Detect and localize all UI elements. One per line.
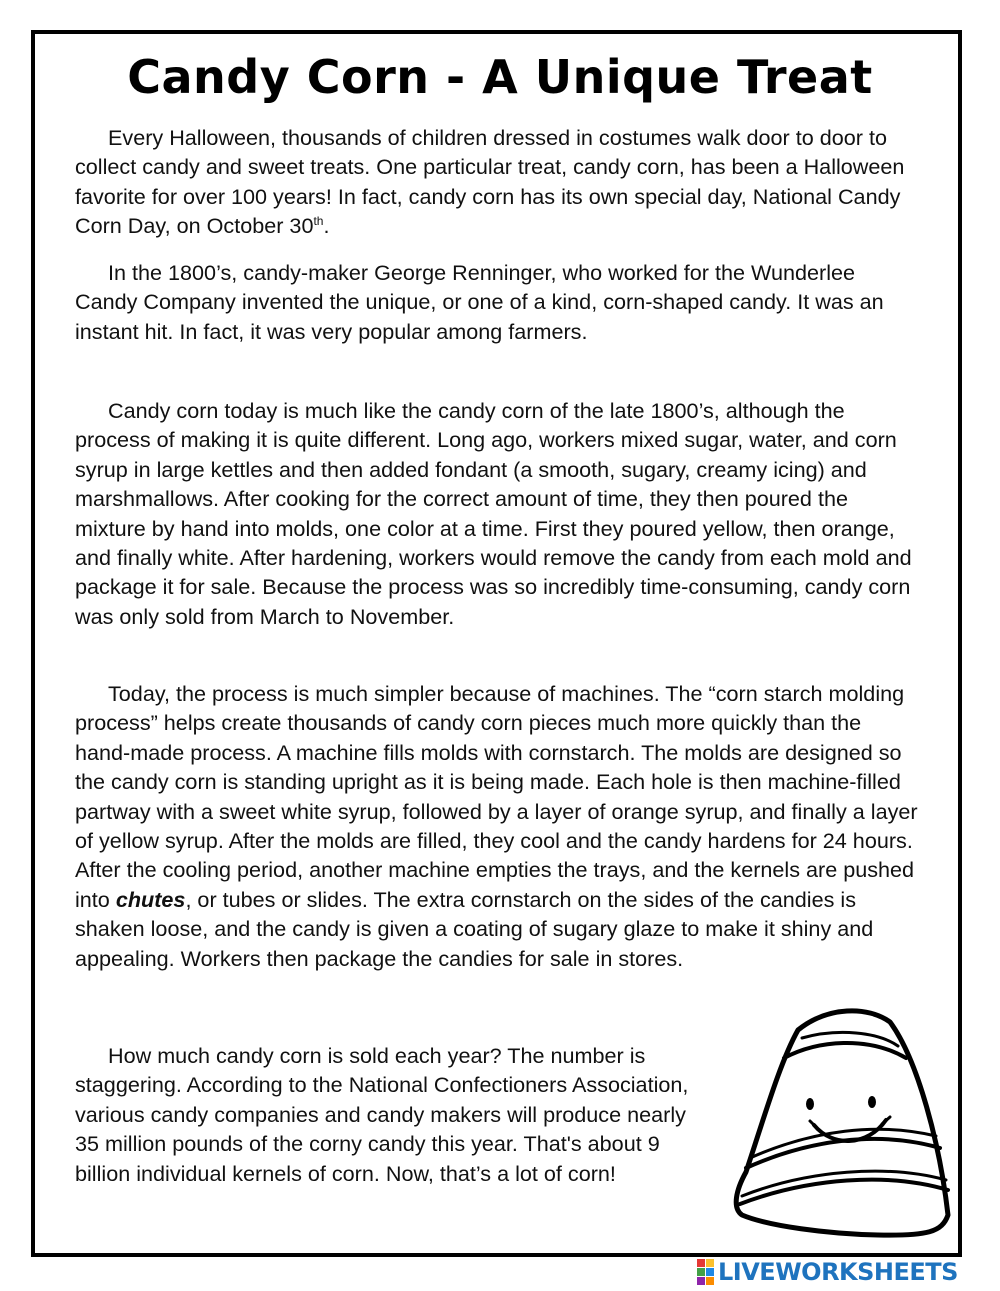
paragraph-4 [75,679,920,973]
paragraph-4-text-after: , or tubes or slides. The extra cornstarch on the sides of the candies is shaken loose, and the candy is given a coating of sugary glaze to make it shiny and appealing. Workers then package the candies for sale in stores. [75,886,874,971]
paragraph-2-text: In the 1800’s, candy-maker George Renninger, who worked for the Wunderlee Candy Company invented the unique, or one of a kind, corn-shaped candy. It was an instant hit. In fact, it was very popular among farmers. [75,260,884,344]
ordinal-suffix: th [313,214,324,229]
logo-block [706,1277,714,1285]
paragraph-3-text: Candy corn today is much like the candy corn of the late 1800’s, although the process of making it is quite different. Long ago, workers mixed sugar, water, and corn syrup in large kettles and then added fondant (a smooth, sugary, creamy icing) and marshmallows. After cooking for the correct amount of time, they then poured the mixture by hand into molds, one color at a time. First they poured yellow, then orange, and finally white. After hardening, workers would remove the candy from each mold and package it for sale. Because the process was so incredibly time-consuming, candy corn was only sold from March to November. [75,398,912,629]
paragraph-3 [75,396,920,631]
paragraph-1 [75,123,920,241]
page-title: Candy Corn - A Unique Treat [127,50,873,104]
brand-name: LIVEWORKSHEETS [718,1258,958,1286]
paragraph-2 [75,258,920,346]
liveworksheets-logo [697,1259,958,1285]
logo-block [697,1259,705,1267]
logo-blocks-icon [697,1259,714,1285]
logo-block [706,1259,714,1267]
vocabulary-term: chutes [115,886,186,912]
paragraph-1-end: . [323,213,330,239]
logo-block [706,1268,714,1276]
paragraph-5-text: How much candy corn is sold each year? The number is staggering. According to the National Confectioners Association, various candy companies and candy makers will produce nearly 35 million pounds of the corny candy this year. That's about 9 billion individual kernels of corn. Now, that’s a lot of corn! [75,1043,689,1186]
paragraph-1-text: Every Halloween, thousands of children dressed in costumes walk door to door to collect candy and sweet treats. One particular treat, candy corn, has been a Halloween favorite for over 100 years! In fact, candy corn has its own special day, National Candy Corn Day, on October 30 [75,125,905,239]
paragraph-5 [75,1041,715,1188]
logo-block [697,1277,705,1285]
logo-block [697,1268,705,1276]
paragraph-4-text-before: Today, the process is much simpler because of machines. The “corn starch molding process” helps create thousands of candy corn pieces much more quickly than the hand-made process. A machine fills molds with cornstarch. The molds are designed so the candy corn is standing upright as it is being made. Each hole is then machine-filled partway with a sweet white syrup, followed by a layer of orange syrup, and finally a layer of yellow syrup. After the molds are filled, they cool and the candy hardens for 24 hours. After the cooling period, another machine empties the trays, and the kernels are pushed into [75,681,918,912]
candy-corn-smiley-icon [728,1000,960,1240]
